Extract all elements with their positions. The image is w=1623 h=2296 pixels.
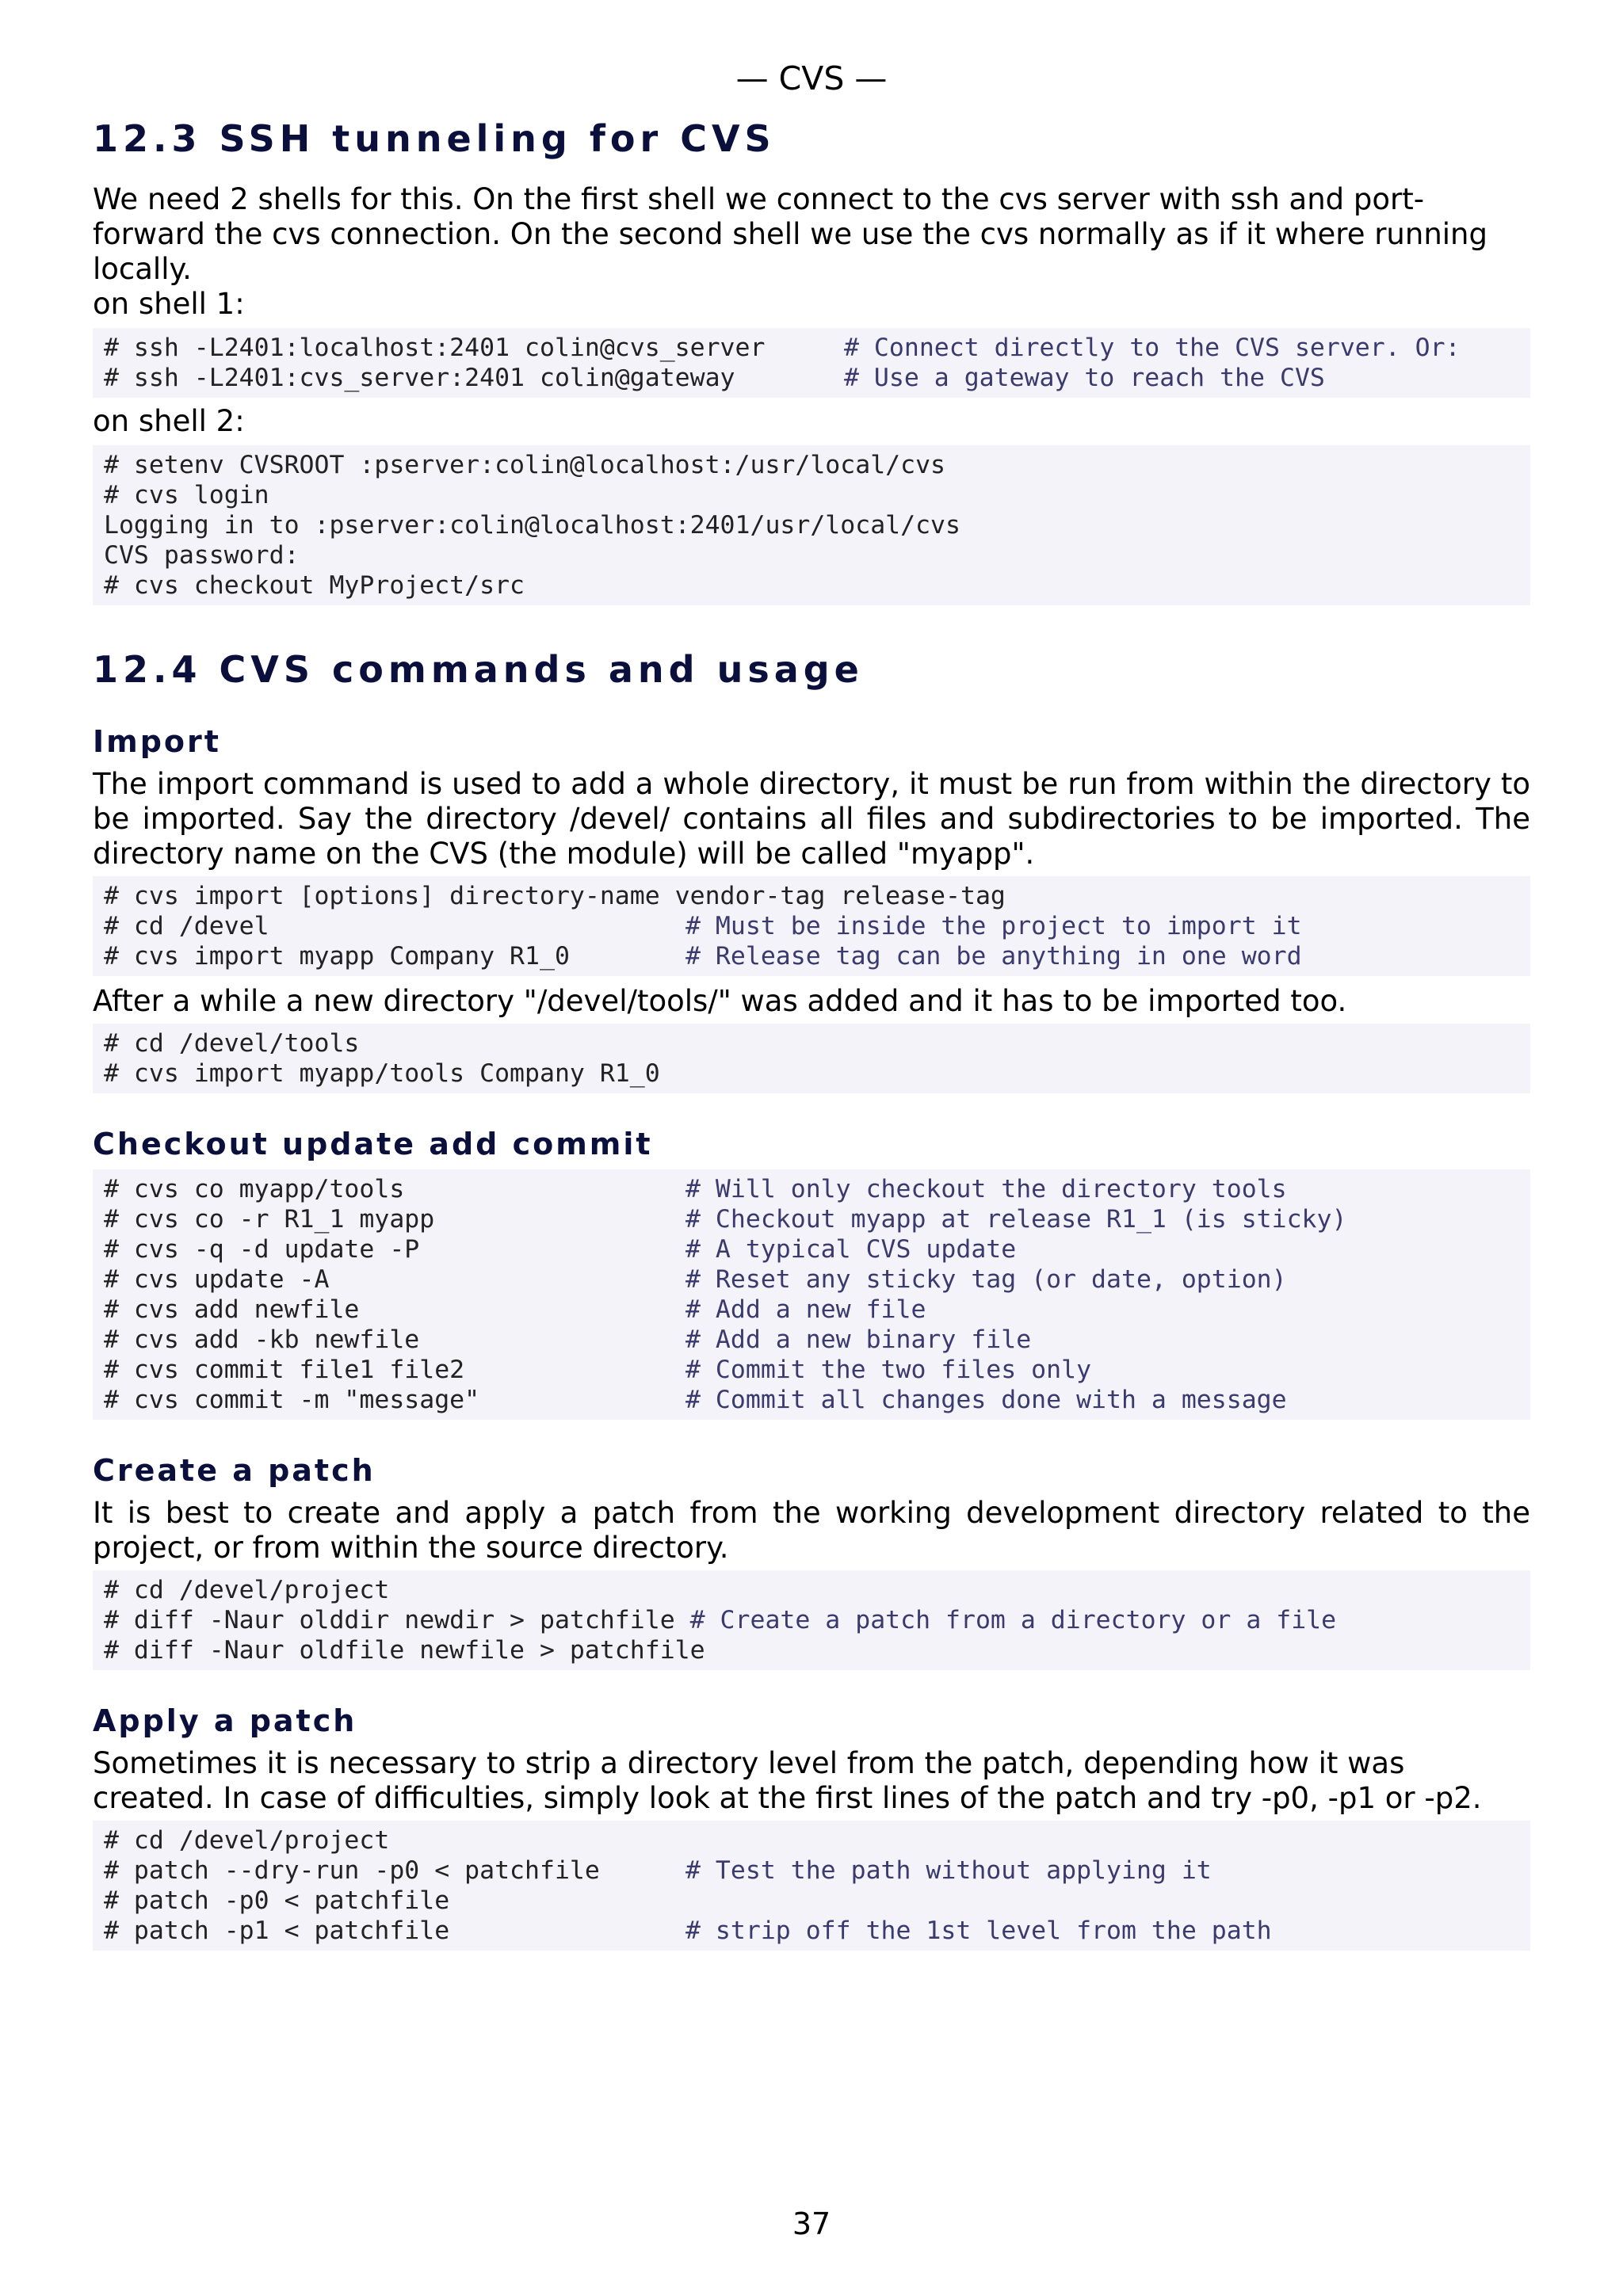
subsection-title-apply-patch: Apply a patch [93,1703,357,1738]
code-comment: # Release tag can be anything in one word [685,942,1302,971]
code-line [104,1825,1519,1855]
code-command: # cvs import [options] directory-name vendor-tag release-tag [104,882,1006,910]
code-comment: # Checkout myapp at release R1_1 (is sticky) [685,1205,1347,1234]
code-comment: # Will only checkout the directory tools [685,1175,1287,1203]
code-command: # cvs co myapp/tools [104,1175,405,1203]
code-line [104,1295,1519,1325]
code-comment: # Commit all changes done with a message [685,1386,1287,1414]
code-line [104,1886,1519,1916]
code-command: # cvs -q -d update -P [104,1235,420,1264]
code-line [104,881,1519,911]
code-line: # setenv CVSROOT :pserver:colin@localhost:/usr/local/cvs [104,451,946,479]
code-line [104,1855,1519,1886]
code-comment: # Add a new file [685,1295,926,1324]
code-command: # cvs commit -m "message" [104,1386,480,1414]
ssh-intro-text: We need 2 shells for this. On the first shell we connect to the cvs server with ssh and port-forward the cvs connection. On the second shell we use the cvs normally as if it where running locally. [93,182,1487,286]
code-line [104,333,1519,363]
code-command: # patch --dry-run -p0 < patchfile [104,1856,600,1885]
code-comment: # Reset any sticky tag (or date, option) [685,1265,1287,1294]
code-command: # cvs update -A [104,1265,330,1294]
code-block-import-tools [93,1024,1530,1093]
code-line: # cvs import myapp/tools Company R1_0 [104,1059,660,1088]
code-command: # cvs add newfile [104,1295,360,1324]
code-command: # cd /devel/project [104,1576,390,1604]
code-block-apply-patch [93,1821,1530,1951]
import-text-2: After a while a new directory "/devel/tools/" was added and it has to be imported too. [93,984,1347,1018]
code-line [104,1635,1519,1665]
code-line: # cvs login [104,481,269,509]
code-command: # cvs import myapp Company R1_0 [104,942,570,971]
code-line [104,1605,1519,1635]
page-header: — CVS — [735,59,888,97]
code-command: # patch -p1 < patchfile [104,1917,450,1945]
code-line [104,1916,1519,1946]
code-line [104,1325,1519,1355]
code-line: CVS password: [104,541,300,570]
code-command: # cvs co -r R1_1 myapp [104,1205,435,1234]
code-command: # cd /devel/project [104,1826,390,1855]
page-content [93,111,1530,1951]
code-line [104,1355,1519,1385]
code-command: # cd /devel [104,912,269,940]
code-line [104,1234,1519,1264]
page-number: 37 [792,2206,831,2241]
code-block-create-patch [93,1570,1530,1670]
code-command: # ssh -L2401:cvs_server:2401 colin@gateway [104,364,735,392]
subsection-title-create-patch: Create a patch [93,1453,376,1488]
code-comment: # A typical CVS update [685,1235,1017,1264]
code-block-checkout [93,1169,1530,1420]
create-patch-text: It is best to create and apply a patch from the working development directory related to the project, or from within the source directory. [93,1496,1530,1565]
import-text: The import command is used to add a whole directory, it must be run from within the directory to be imported. Say the directory /devel/ contains all files and subdirectories to be imported. The directory name on the CVS (the module) will be called "myapp". [93,767,1530,871]
code-comment: # Test the path without applying it [685,1856,1212,1885]
section-title-cvs-commands: 12.4 CVS commands and usage [93,648,864,691]
code-line [104,1264,1519,1295]
code-comment: # Connect directly to the CVS server. Or: [844,334,1461,362]
code-comment: # Create a patch from a directory or a file [689,1606,1337,1634]
shell2-label: on shell 2: [93,404,245,438]
apply-patch-text: Sometimes it is necessary to strip a directory level from the patch, depending how it was created. In case of difficulties, simply look at the first lines of the patch and try -p0, -p1 or -p2. [93,1746,1482,1815]
code-comment: # Add a new binary file [685,1325,1032,1354]
subsection-title-checkout: Checkout update add commit [93,1127,653,1161]
code-line [104,363,1519,393]
code-line [104,941,1519,971]
code-command: # ssh -L2401:localhost:2401 colin@cvs_server [104,334,766,362]
code-comment: # Commit the two files only [685,1356,1092,1384]
code-comment: # strip off the 1st level from the path [685,1917,1272,1945]
code-line [104,1385,1519,1415]
code-block-import [93,876,1530,976]
code-block-shell2 [93,445,1530,605]
code-block-shell1 [93,328,1530,398]
code-comment: # Use a gateway to reach the CVS [844,364,1325,392]
code-line: # cvs checkout MyProject/src [104,571,525,600]
code-command: # diff -Naur olddir newdir > patchfile [104,1606,690,1634]
code-command: # diff -Naur oldfile newfile > patchfile [104,1636,705,1665]
code-command: # cvs commit file1 file2 [104,1356,465,1384]
code-line [104,1204,1519,1234]
code-command: # cvs add -kb newfile [104,1325,420,1354]
code-line [104,911,1519,941]
section-title-ssh: 12.3 SSH tunneling for CVS [93,117,776,160]
code-line [104,1575,1519,1605]
subsection-title-import: Import [93,724,221,759]
code-command: # patch -p0 < patchfile [104,1886,450,1915]
code-line: # cd /devel/tools [104,1029,360,1058]
shell1-label: on shell 1: [93,287,245,321]
code-line [104,1174,1519,1204]
code-line: Logging in to :pserver:colin@localhost:2401/usr/local/cvs [104,511,960,540]
code-comment: # Must be inside the project to import it [685,912,1302,940]
